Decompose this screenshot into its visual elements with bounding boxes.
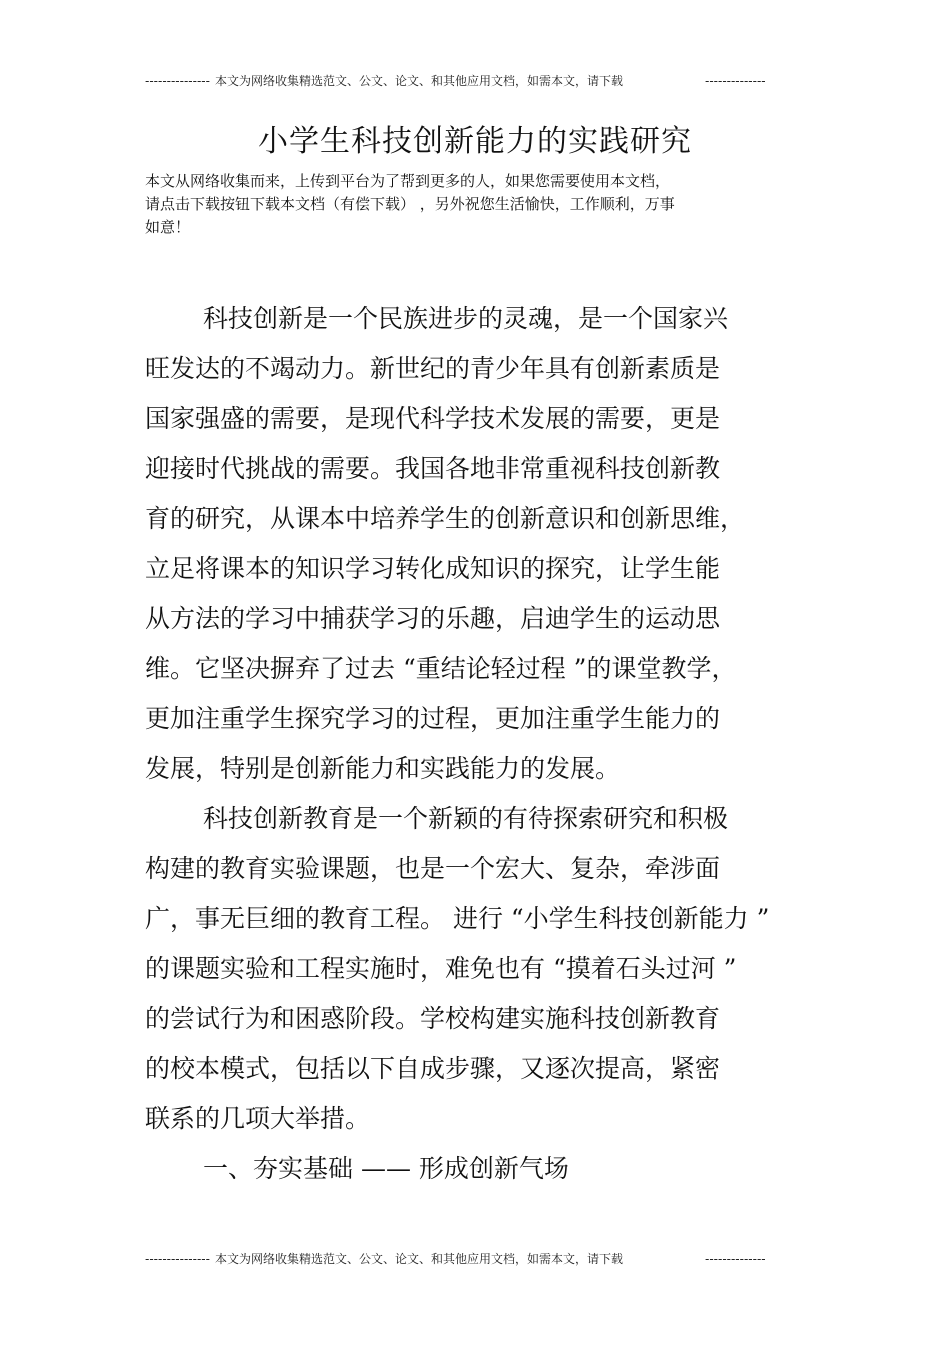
body-line: 的校本模式，包括以下自成步骤，又逐次提高，紧密 bbox=[145, 1054, 721, 1083]
footer-dash-left: --------------- bbox=[145, 1252, 210, 1266]
footer-dash-right: -------------- bbox=[705, 1252, 766, 1266]
body-line: 国家强盛的需要，是现代科学技术发展的需要，更是 bbox=[145, 404, 721, 433]
body-line: 发展，特别是创新能力和实践能力的发展。 bbox=[145, 754, 621, 783]
body-line: 科技创新教育是一个新颖的有待探索研究和积极 bbox=[203, 804, 729, 833]
section-heading: 一、夯实基础 —— 形成创新气场 bbox=[203, 1154, 569, 1183]
body-line: 旺发达的不竭动力。新世纪的青少年具有创新素质是 bbox=[145, 354, 721, 383]
body-line: 立足将课本的知识学习转化成知识的探究，让学生能 bbox=[145, 554, 721, 583]
intro-line: 请点击下载按钮下载本文档（有偿下载） ，另外祝您生活愉快，工作顺利，万事 bbox=[145, 195, 675, 213]
page-header bbox=[0, 71, 950, 91]
header-dash-left: --------------- bbox=[145, 74, 210, 88]
body-line: 联系的几项大举措。 bbox=[145, 1104, 371, 1133]
body-line: 的尝试行为和困惑阶段。学校构建实施科技创新教育 bbox=[145, 1004, 721, 1033]
intro-line: 本文从网络收集而来，上传到平台为了帮到更多的人，如果您需要使用本文档， bbox=[145, 172, 671, 190]
intro-notice bbox=[145, 170, 795, 239]
document-title: 小学生科技创新能力的实践研究 bbox=[258, 124, 692, 159]
document-body bbox=[145, 294, 815, 1194]
body-line: 的课题实验和工程实施时，难免也有 “摸着石头过河 ” bbox=[145, 954, 737, 983]
intro-line: 如意！ bbox=[145, 218, 191, 236]
footer-note: 本文为网络收集精选范文、公文、论文、和其他应用文档，如需本文，请下载 bbox=[215, 1252, 624, 1266]
body-line: 维。它坚决摒弃了过去 “重结论轻过程 ”的课堂教学， bbox=[145, 654, 737, 683]
body-line: 从方法的学习中捕获学习的乐趣，启迪学生的运动思 bbox=[145, 604, 721, 633]
body-line: 科技创新是一个民族进步的灵魂，是一个国家兴 bbox=[203, 304, 729, 333]
header-dash-right: -------------- bbox=[705, 74, 766, 88]
body-line: 迎接时代挑战的需要。我国各地非常重视科技创新教 bbox=[145, 454, 721, 483]
body-line: 广，事无巨细的教育工程。 进行 “小学生科技创新能力 ” bbox=[145, 904, 770, 933]
page-footer bbox=[0, 1249, 950, 1269]
header-note: 本文为网络收集精选范文、公文、论文、和其他应用文档，如需本文，请下载 bbox=[215, 74, 624, 88]
body-line: 更加注重学生探究学习的过程，更加注重学生能力的 bbox=[145, 704, 721, 733]
body-line: 构建的教育实验课题，也是一个宏大、复杂，牵涉面 bbox=[145, 854, 721, 883]
body-line: 育的研究，从课本中培养学生的创新意识和创新思维， bbox=[145, 504, 746, 533]
